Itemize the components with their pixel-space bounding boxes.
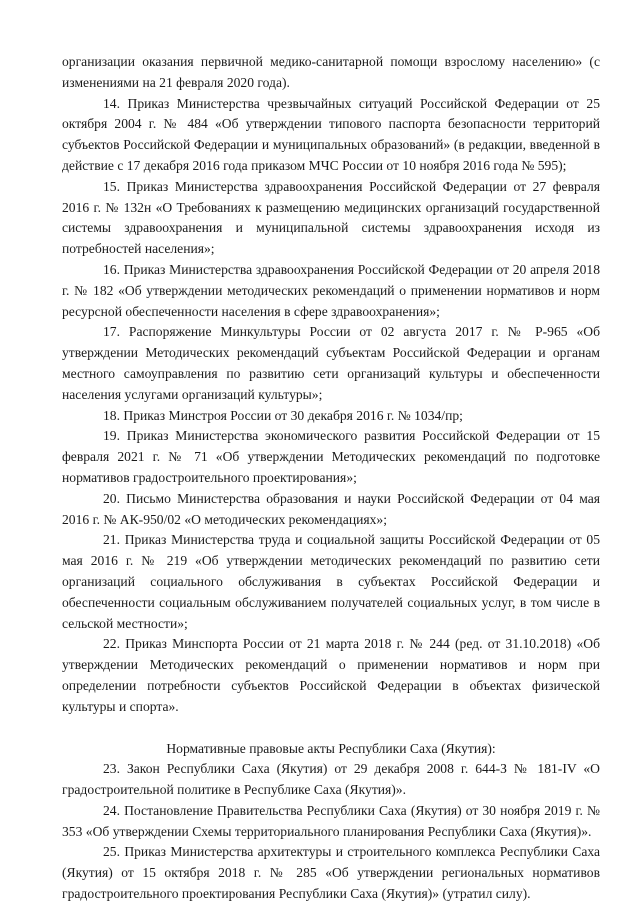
paragraph-item-23: 23. Закон Республики Саха (Якутия) от 29 декабря 2008 г. 644-З № 181-IV «О градостроительной политике в Республике Саха (Якутия)». (62, 761, 600, 798)
paragraph-item-25: 25. Приказ Министерства архитектуры и строительного комплекса Республики Саха (Якутия) от 15 октября 2018 г. № 285 «Об утверждении региональных нормативов градостроительного проектирования Республики Саха (Якутия)» (утратил силу). (62, 844, 600, 902)
paragraph-item-15: 15. Приказ Министерства здравоохранения Российской Федерации от 27 февраля 2016 г. № 132н «О Требованиях к размещению медицинских организаций государственной системы здравоохранения и муниципальной системы здравоохранения исходя из потребностей населения»; (62, 178, 600, 257)
paragraph-item-20: 20. Письмо Министерства образования и науки Российской Федерации от 04 мая 2016 г. № АК-950/02 «О методических рекомендациях»; (62, 490, 600, 527)
paragraph-item-16: 16. Приказ Министерства здравоохранения Российской Федерации от 20 апреля 2018 г. № 182 «Об утверждении методических рекомендаций о применении нормативов и норм ресурсной обеспеченности населения в сфере здравоохранения»; (62, 261, 600, 319)
paragraphs-before (62, 52, 600, 718)
paragraph-item-19: 19. Приказ Министерства экономического развития Российской Федерации от 15 февраля 2021 г. № 71 «Об утверждении Методических рекомендаций по подготовке нормативов градостроительного проектирования»; (62, 428, 600, 485)
paragraph-item-24: 24. Постановление Правительства Республики Саха (Якутия) от 30 ноября 2019 г. № 353 «Об утверждении Схемы территориального планирования Республики Саха (Якутия)». (62, 802, 600, 839)
paragraph-item-17: 17. Распоряжение Минкультуры России от 02 августа 2017 г. № Р-965 «Об утверждении Методических рекомендаций субъектам Российской Федерации и органам местного самоуправления по развитию сети организаций культуры и обеспеченности населения услугами организаций культуры»; (62, 324, 600, 402)
paragraph-item-14: 14. Приказ Министерства чрезвычайных ситуаций Российской Федерации от 25 октября 2004 г. № 484 «Об утверждении типового паспорта безопасности территорий субъектов Российской Федерации и муниципальных образований» (в редакции, введенной в действие с 17 декабря 2016 года приказом МЧС России от 10 ноября 2016 года № 595); (62, 95, 600, 173)
paragraphs-after (62, 759, 600, 905)
paragraph-item-22: 22. Приказ Минспорта России от 21 марта 2018 г. № 244 (ред. от 31.10.2018) «Об утверждении Методических рекомендаций о применении нормативов и норм при определении потребности субъектов Российской Федерации в объектах физической культуры и спорта». (62, 636, 600, 714)
paragraph-item-21: 21. Приказ Министерства труда и социальной защиты Российской Федерации от 05 мая 2016 г. № 219 «Об утверждении методических рекомендаций по развитию сети организаций социального обслуживания в субъектах Российской Федерации и обеспеченности социальным обслуживанием получателей социальных услуг, в том числе в сельской местности»; (62, 532, 600, 631)
paragraph-item-18: 18. Приказ Минстроя России от 30 декабря 2016 г. № 1034/пр; (103, 407, 463, 423)
paragraph-continuation: организации оказания первичной медико-санитарной помощи взрослому населению» (с изменениями на 21 февраля 2020 года). (62, 54, 600, 90)
section-heading: Нормативные правовые акты Республики Саха (Якутия): (166, 740, 496, 756)
